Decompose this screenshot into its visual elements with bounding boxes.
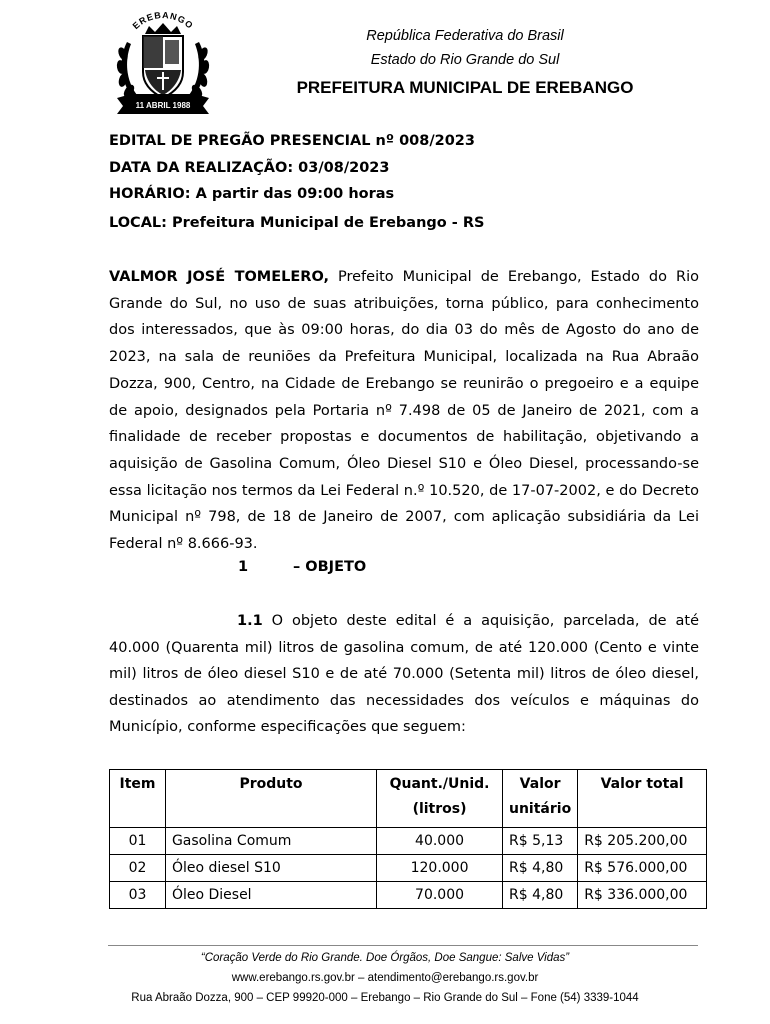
logo-text-top: EREBANGO (130, 12, 196, 32)
cell-quant: 70.000 (377, 882, 503, 909)
table-row (110, 828, 707, 855)
edital-number: EDITAL DE PREGÃO PRESENCIAL nº 008/2023 (109, 133, 475, 149)
header-republic: República Federativa do Brasil (366, 28, 564, 44)
header-item: Item (110, 770, 166, 828)
clause-text: O objeto deste edital é a aquisição, parcelada, de até 40.000 (Quarenta mil) litros de gasolina comum, de até 120.000 (Cento e vinte mil) litros de óleo diesel S10 e de até 70.000 (Setenta mil) litros de óleo diesel, destinados ao atendimento das necessidades dos veículos e máquinas do Município, conforme especificações que seguem: (109, 613, 699, 735)
header-produto: Produto (165, 770, 376, 828)
footer-motto: “Coração Verde do Rio Grande. Doe Órgãos, Doe Sangue: Salve Vidas” (200, 952, 570, 964)
cell-total: R$ 336.000,00 (578, 882, 707, 909)
cell-produto: Óleo Diesel (165, 882, 376, 909)
cell-produto: Óleo diesel S10 (165, 855, 376, 882)
intro-text: Prefeito Municipal de Erebango, Estado do Rio Grande do Sul, no uso de suas atribuições, torna público, para conhecimento dos interessados, que às 09:00 horas, do dia 03 do mês de Agosto do ano de 2023, na sala de reuniões da Prefeitura Municipal, localizada na Rua Abraão Dozza, 900, Centro, na Cidade de Erebango se reunirão o pregoeiro e a equipe de apoio, designados pela Portaria nº 7.498 de 05 de Janeiro de 2021, com a finalidade de receber propostas e documentos de habilitação, objetivando a aquisição de Gasolina Comum, Óleo Diesel S10 e Óleo Diesel, processando-se essa licitação nos termos da Lei Federal n.º 10.520, de 17-07-2002, e do Decreto Municipal nº 798, de 18 de Janeiro de 2007, com aplicação subsidiária da Lei Federal nº 8.666-93. (109, 269, 699, 553)
logo-banner-text: 11 ABRIL 1988 (135, 101, 191, 110)
items-table (109, 769, 707, 909)
intro-paragraph (109, 264, 699, 558)
table-header-row (110, 770, 707, 828)
footer-web: www.erebango.rs.gov.br – atendimento@erebango.rs.gov.br (231, 972, 539, 984)
municipal-coat-of-arms (113, 12, 213, 120)
cell-unit: R$ 5,13 (503, 828, 578, 855)
clause-number: 1.1 (237, 613, 263, 629)
cell-total: R$ 576.000,00 (578, 855, 707, 882)
cell-quant: 120.000 (377, 855, 503, 882)
cell-item: 02 (110, 855, 166, 882)
clause-paragraph (109, 608, 699, 741)
footer-address: Rua Abraão Dozza, 900 – CEP 99920-000 – Erebango – Rio Grande do Sul – Fone (54) 3339-1044 (131, 992, 639, 1004)
table-row (110, 855, 707, 882)
header-quant: Quant./Unid. (litros) (377, 770, 503, 828)
cell-unit: R$ 4,80 (503, 882, 578, 909)
header-state: Estado do Rio Grande do Sul (370, 52, 560, 68)
cell-item: 03 (110, 882, 166, 909)
mayor-name: VALMOR JOSÉ TOMELERO, (109, 269, 329, 285)
header-prefeitura: PREFEITURA MUNICIPAL DE EREBANGO (296, 78, 634, 97)
section-number: 1 (238, 559, 249, 575)
footer-divider (108, 945, 698, 946)
realization-date: DATA DA REALIZAÇÃO: 03/08/2023 (109, 160, 390, 176)
cell-produto: Gasolina Comum (165, 828, 376, 855)
schedule: HORÁRIO: A partir das 09:00 horas (109, 186, 395, 202)
cell-unit: R$ 4,80 (503, 855, 578, 882)
section-title: – OBJETO (293, 559, 367, 575)
cell-total: R$ 205.200,00 (578, 828, 707, 855)
header-total: Valor total (578, 770, 707, 828)
cell-item: 01 (110, 828, 166, 855)
table-row (110, 882, 707, 909)
header-valor: Valor unitário (503, 770, 578, 828)
location: LOCAL: Prefeitura Municipal de Erebango - RS (109, 215, 485, 231)
cell-quant: 40.000 (377, 828, 503, 855)
